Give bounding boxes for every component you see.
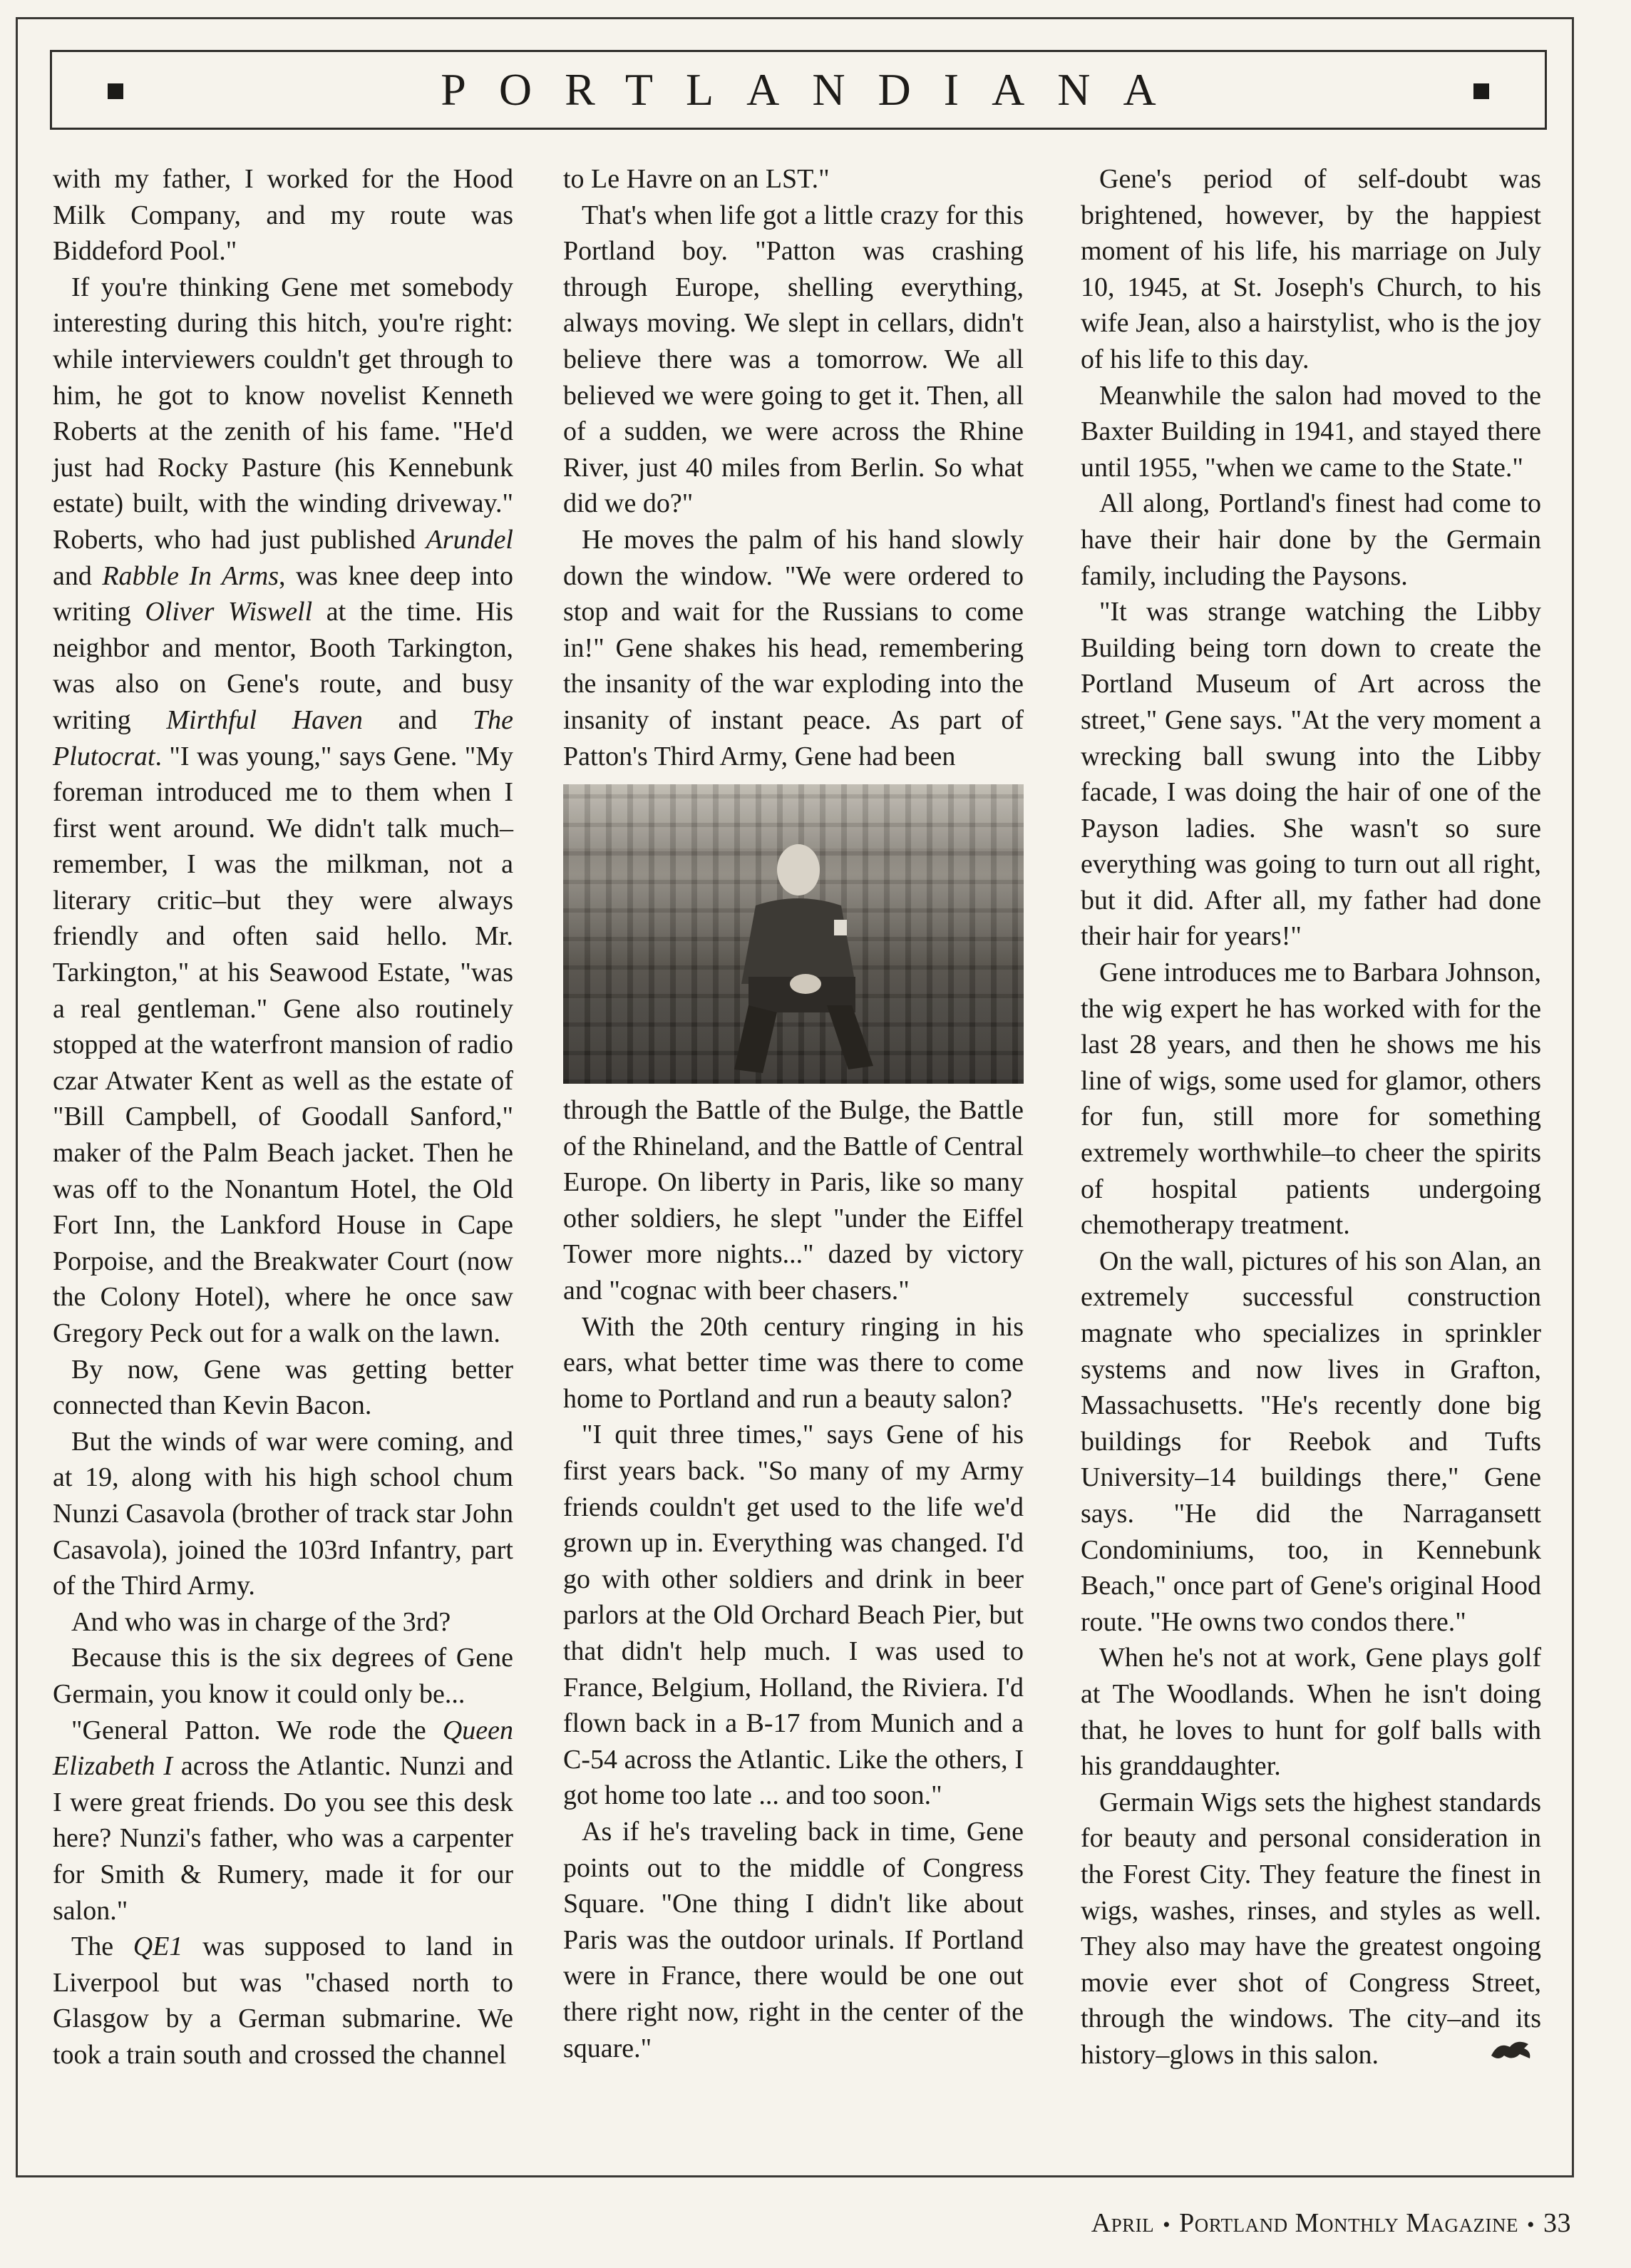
article-column-2 bbox=[563, 161, 1024, 2066]
page-number: 33 bbox=[1543, 2208, 1571, 2238]
paragraph: Germain Wigs sets the highest standards for beauty and personal consideration in the Forest City. They feature the finest in wigs, washes, rinses, and styles as well. They also may have the greatest ongoing movie ever shot of Congress Street, through the windows. The city–and its history–glows in this salon. bbox=[1081, 1787, 1541, 2070]
end-mark-ornament-icon bbox=[1488, 2037, 1534, 2063]
paragraph: to Le Havre on an LST." bbox=[563, 164, 830, 194]
paragraph: through the Battle of the Bulge, the Battle of the Rhineland, and the Battle of Central Europe. On liberty in Paris, like so many other soldiers, he slept "under the Eiffel Tower more nights..." dazed by victory and "cognac with beer chasers." bbox=[563, 1095, 1024, 1306]
paragraph: "It was strange watching the Libby Building being torn down to create the Portland Museum of Art across the street," Gene says. "At the very moment a wrecking ball swung into the Libby facade, I was doing the hair of one of the Payson ladies. She wasn't so sure everything was going to turn out all right, but it did. After all, my father had done their hair for years!" bbox=[1081, 597, 1541, 952]
paragraph: Because this is the six degrees of Gene Germain, you know it could only be... bbox=[53, 1643, 513, 1709]
article-column-1 bbox=[53, 161, 513, 2073]
article-column-3 bbox=[1081, 161, 1541, 2073]
paragraph: With the 20th century ringing in his ears, what better time was there to come home to Portland and run a beauty salon? bbox=[563, 1311, 1024, 1414]
paragraph: with my father, I worked for the Hood Milk Company, and my route was Biddeford Pool." bbox=[53, 164, 513, 267]
paragraph: By now, Gene was getting better connected than Kevin Bacon. bbox=[53, 1354, 513, 1421]
footer-month: April bbox=[1091, 2208, 1155, 2238]
header-bullet-left bbox=[108, 83, 123, 99]
paragraph: Meanwhile the salon had moved to the Baxter Building in 1941, and stayed there until 1955, "when we came to the State." bbox=[1081, 380, 1541, 483]
paragraph: Gene introduces me to Barbara Johnson, the wig expert he has worked with for the last 28 years, and then he shows me his line of wigs, some used for glamor, others for fun, still more for something extremely worthwhile–to cheer the spirits of hospital patients undergoing chemotherapy treatment. bbox=[1081, 958, 1541, 1241]
paragraph: When he's not at work, Gene plays golf at The Woodlands. When he isn't doing that, he loves to hunt for golf balls with his granddaughter. bbox=[1081, 1643, 1541, 1782]
paragraph: And who was in charge of the 3rd? bbox=[71, 1606, 451, 1637]
soldier-figure-image bbox=[706, 827, 891, 1084]
paragraph: On the wall, pictures of his son Alan, an extremely successful construction magnate who specializes in sprinkler systems and now lives in Grafton, Massachusetts. "He's recently done big buildings for Reebok and Tufts University–14 buildings there," Gene says. "He did the Narragansett Condominiums, too, in Kennebunk Beach," once part of Gene's original Hood route. "He owns two condos there." bbox=[1081, 1246, 1541, 1637]
header-bullet-right bbox=[1473, 83, 1489, 99]
section-title: PORTLANDIANA bbox=[441, 64, 1189, 115]
paragraph: If you're thinking Gene met somebody interesting during this hitch, you're right: while interviewers couldn't get through to him, he got to know novelist Kenneth Roberts at the zenith of his fame. "He'd just had Rocky Pasture (his Kennebunk estate) built, with the winding driveway." Roberts, who had just published Arundel and Rabble In Arms, was knee deep into writing Oliver Wiswell at the time. His neighbor and mentor, Booth Tarkington, was also on Gene's route, and busy writing Mirthful Haven and The Plutocrat. "I was young," says Gene. "My foreman introduced me to them when I first went around. We didn't talk much–remember, I was the milkman, not a literary critic–but they were always friendly and often said hello. Mr. Tarkington," at his Seawood Estate, "was a real gentleman." Gene also routinely stopped at the waterfront mansion of radio czar Atwater Kent as well as the estate of "Bill Campbell, of Goodall Sanford," maker of the Palm Beach jacket. Then he was off to the Nonantum Hotel, the Old Fort Inn, the Lankford House in Cape Porpoise, and the Breakwater Court (now the Colony Hotel), where he once saw Gregory Peck out for a walk on the lawn. bbox=[53, 272, 514, 1348]
paragraph: That's when life got a little crazy for this Portland boy. "Patton was crashing through Europe, shelling everything, always moving. We slept in cellars, didn't believe there was a tomorrow. We all believed we were going to get it. Then, all of a sudden, we were across the Rhine River, just 40 miles from Berlin. So what did we do?" bbox=[563, 200, 1024, 519]
footer-magazine-name: Portland Monthly Magazine bbox=[1179, 2208, 1518, 2238]
footer-bullet: • bbox=[1163, 2213, 1171, 2237]
paragraph: All along, Portland's finest had come to have their hair done by the Germain family, including the Paysons. bbox=[1081, 488, 1541, 591]
paragraph: As if he's traveling back in time, Gene points out to the middle of Congress Square. "One thing I didn't like about Paris was the outdoor urinals. If Portland were in France, there would be one out there right now, right in the center of the square." bbox=[563, 1816, 1024, 2063]
paragraph: The QE1 was supposed to land in Liverpool but was "chased north to Glasgow by a German submarine. We took a train south and crossed the channel bbox=[53, 1931, 514, 2070]
page-footer bbox=[1091, 2207, 1571, 2239]
section-header bbox=[50, 50, 1547, 130]
paragraph: "I quit three times," says Gene of his first years back. "So many of my Army friends couldn't get used to the life we'd grown up in. Everything was changed. I'd go with other soldiers and drink in beer parlors at the Old Orchard Beach Pier, but that didn't help much. I was used to France, Belgium, Holland, the Riviera. I'd flown back in a B-17 from Munich and a C-54 across the Atlantic. Like the others, I got home too late ... and too soon." bbox=[563, 1420, 1024, 1811]
paragraph: Gene's period of self-doubt was brightened, however, by the happiest moment of his life, his marriage on July 10, 1945, at St. Joseph's Church, to his wife Jean, also a hairstylist, who is the joy of his life to this day. bbox=[1081, 164, 1541, 374]
paragraph: "General Patton. We rode the Queen Elizabeth I across the Atlantic. Nunzi and I were great friends. Do you see this desk here? Nunzi's father, who was a carpenter for Smith & Rumery, made it for our salon." bbox=[53, 1715, 514, 1926]
paragraph: He moves the palm of his hand slowly down the window. "We were ordered to stop and wait for the Russians to come in!" Gene shakes his head, remembering the insanity of the war exploding into the insanity of instant peace. As part of Patton's Third Army, Gene had been bbox=[563, 524, 1024, 771]
paragraph: But the winds of war were coming, and at 19, along with his high school chum Nunzi Casavola (brother of track star John Casavola), joined the 103rd Infantry, part of the Third Army. bbox=[53, 1426, 513, 1601]
soldier-photo bbox=[563, 784, 1024, 1084]
footer-bullet: • bbox=[1526, 2213, 1535, 2237]
